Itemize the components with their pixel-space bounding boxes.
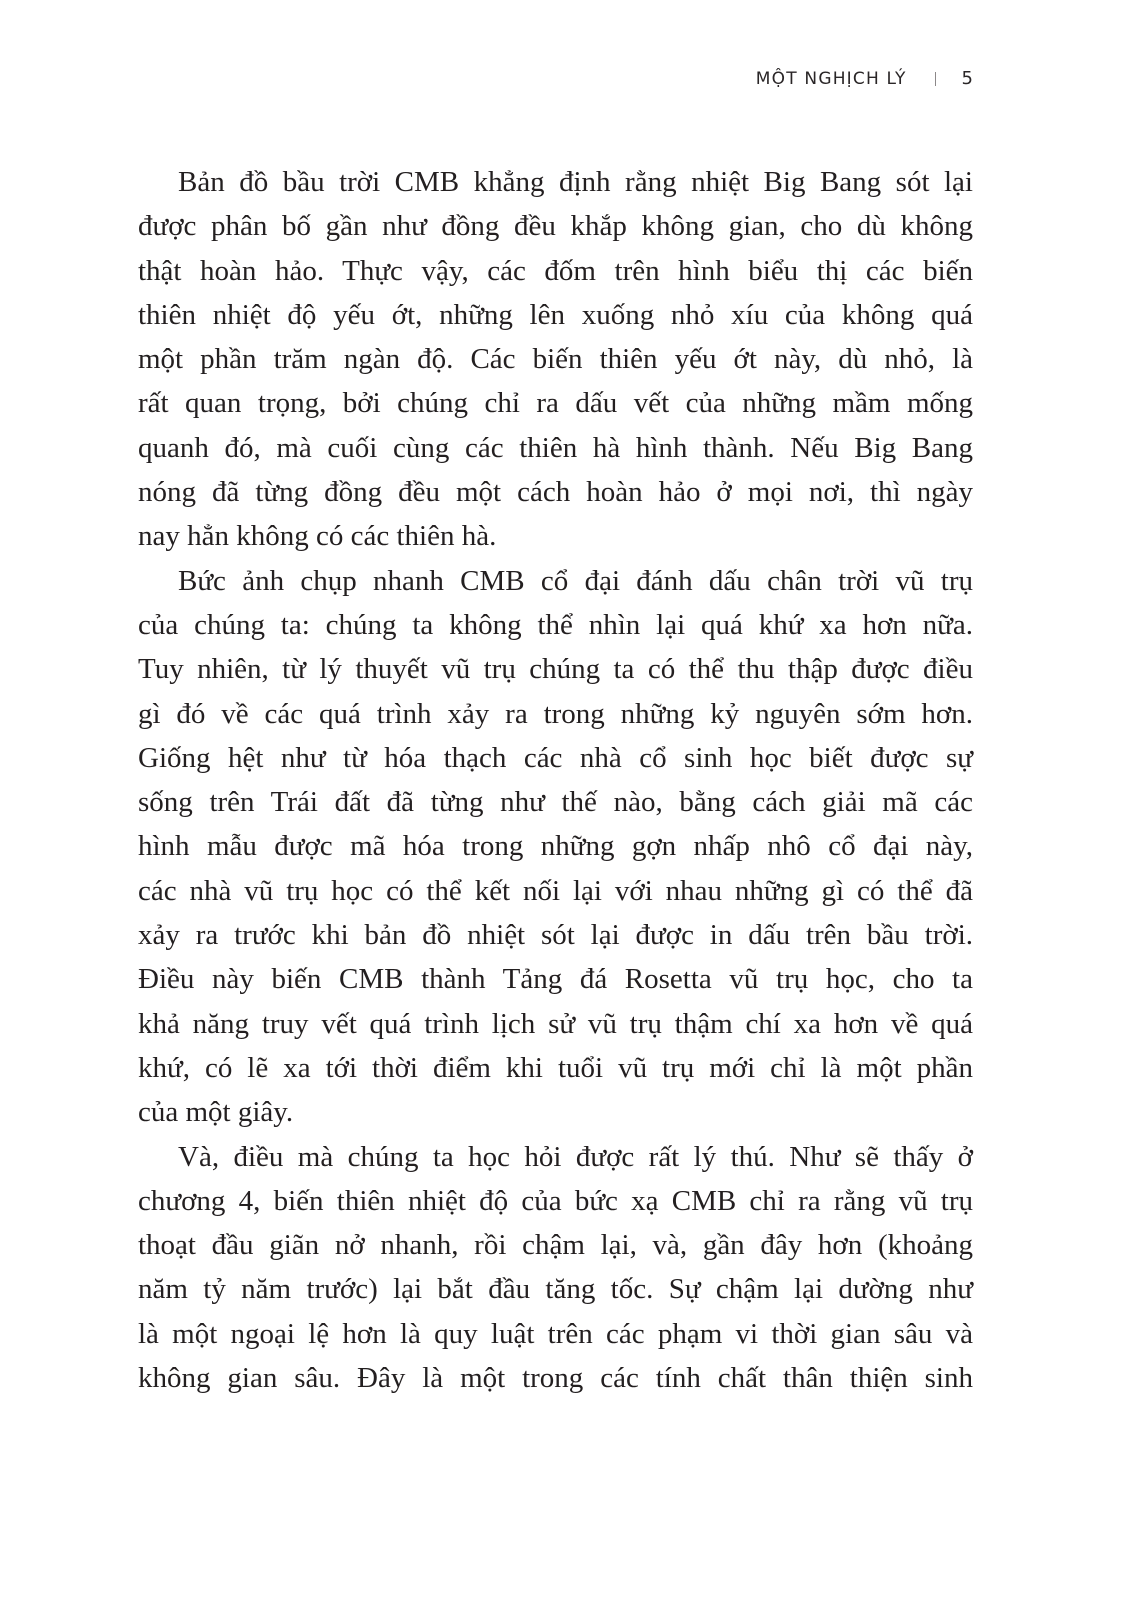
text-line: Bức ảnh chụp nhanh CMB cổ đại đánh dấu chân trời vũ trụ xyxy=(178,564,973,597)
text-line: thoạt đầu giãn nở nhanh, rồi chậm lại, và, gần đây hơn (khoảng xyxy=(138,1229,973,1262)
text-line: các nhà vũ trụ học có thể kết nối lại với nhau những gì có thể đã xyxy=(138,874,973,907)
text-line: nóng đã từng đồng đều một cách hoàn hảo ở mọi nơi, thì ngày xyxy=(138,476,973,509)
text-line: một phần trăm ngàn độ. Các biến thiên yếu ớt này, dù nhỏ, là xyxy=(138,343,973,376)
paragraph-2 xyxy=(138,559,973,1135)
text-line: gì đó về các quá trình xảy ra trong những kỷ nguyên sớm hơn. xyxy=(138,697,973,730)
paragraph-3 xyxy=(138,1135,973,1401)
body-text xyxy=(138,160,973,1400)
running-head xyxy=(756,68,973,89)
text-line: là một ngoại lệ hơn là quy luật trên các phạm vi thời gian sâu và xyxy=(138,1317,973,1350)
text-line: Điều này biến CMB thành Tảng đá Rosetta vũ trụ học, cho ta xyxy=(138,963,973,996)
text-line: chương 4, biến thiên nhiệt độ của bức xạ CMB chỉ ra rằng vũ trụ xyxy=(138,1184,973,1217)
text-line: nay hẳn không có các thiên hà. xyxy=(138,520,497,553)
text-line: rất quan trọng, bởi chúng chỉ ra dấu vết của những mầm mống xyxy=(138,387,973,420)
text-line: xảy ra trước khi bản đồ nhiệt sót lại được in dấu trên bầu trời. xyxy=(138,919,973,952)
text-line: không gian sâu. Đây là một trong các tính chất thân thiện sinh xyxy=(138,1362,973,1395)
text-line: Và, điều mà chúng ta học hỏi được rất lý thú. Như sẽ thấy ở xyxy=(178,1140,973,1173)
text-line: năm tỷ năm trước) lại bắt đầu tăng tốc. Sự chậm lại dường như xyxy=(138,1273,973,1306)
text-line: được phân bố gần như đồng đều khắp không gian, cho dù không xyxy=(138,210,973,243)
paragraph-1 xyxy=(138,160,973,559)
text-line: của một giây. xyxy=(138,1096,294,1129)
text-line: của chúng ta: chúng ta không thể nhìn lại quá khứ xa hơn nữa. xyxy=(138,608,973,641)
text-line: khả năng truy vết quá trình lịch sử vũ trụ thậm chí xa hơn về quá xyxy=(138,1007,973,1040)
text-line: Bản đồ bầu trời CMB khẳng định rằng nhiệt Big Bang sót lại xyxy=(178,166,973,198)
text-line: Giống hệt như từ hóa thạch các nhà cổ sinh học biết được sự xyxy=(138,741,973,774)
page-number: 5 xyxy=(961,68,973,89)
text-line: thật hoàn hảo. Thực vậy, các đốm trên hình biểu thị các biến xyxy=(138,254,973,287)
text-line: thiên nhiệt độ yếu ớt, những lên xuống nhỏ xíu của không quá xyxy=(138,298,973,331)
chapter-title: MỘT NGHỊCH LÝ xyxy=(755,68,907,89)
text-line: khứ, có lẽ xa tới thời điểm khi tuổi vũ trụ mới chỉ là một phần xyxy=(138,1051,973,1084)
text-line: hình mẫu được mã hóa trong những gợn nhấp nhô cổ đại này, xyxy=(138,830,973,863)
text-line: Tuy nhiên, từ lý thuyết vũ trụ chúng ta có thể thu thập được điều xyxy=(138,653,973,686)
text-line: sống trên Trái đất đã từng như thế nào, bằng cách giải mã các xyxy=(138,786,973,819)
header-divider xyxy=(935,72,936,86)
text-line: quanh đó, mà cuối cùng các thiên hà hình thành. Nếu Big Bang xyxy=(138,431,973,464)
